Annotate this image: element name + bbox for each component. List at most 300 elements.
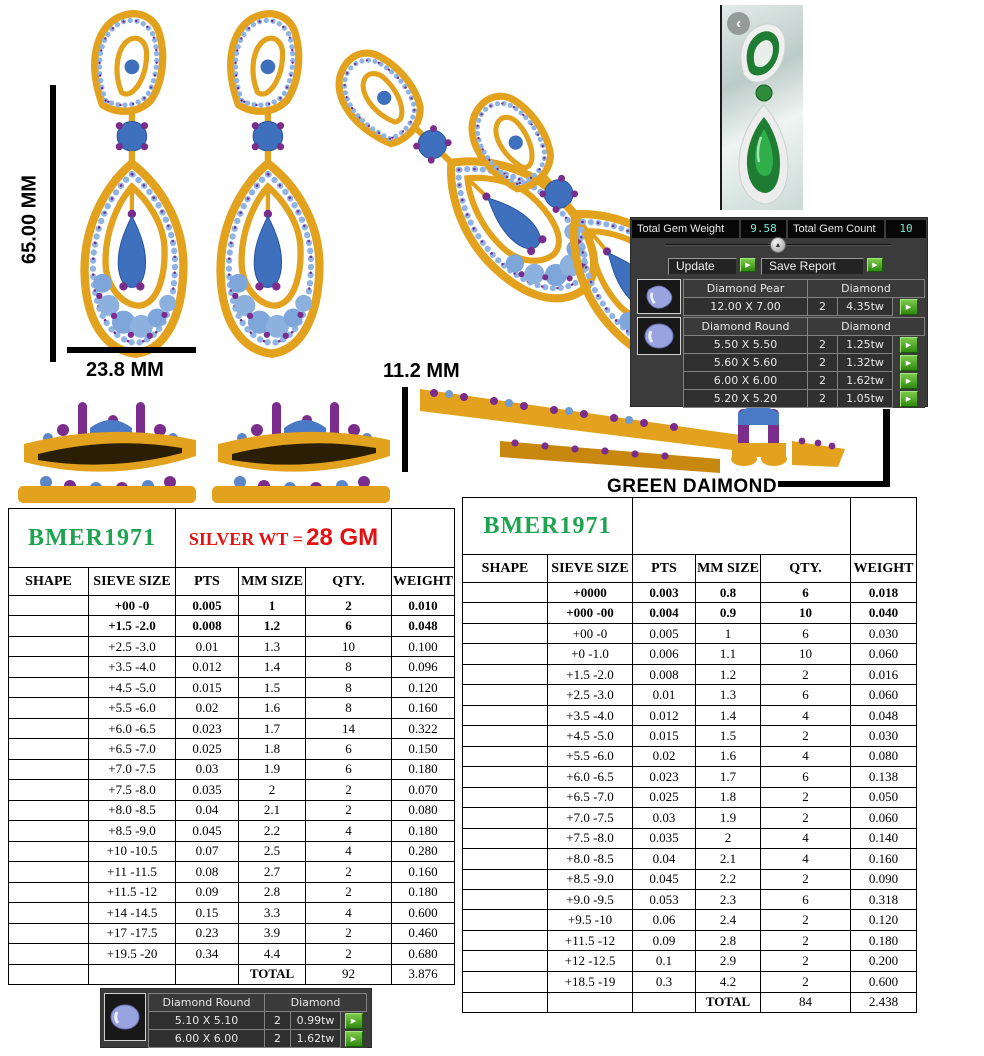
spec-cell-pts: 0.01 (633, 685, 696, 705)
spec-cell-shape (463, 644, 548, 664)
spec-cell-mm: 1.4 (696, 705, 761, 725)
spec-row (9, 821, 455, 841)
spec-cell-sieve: +7.5 -8.0 (548, 828, 633, 848)
spec-cell-weight: 0.600 (851, 971, 917, 992)
spec-cell-sieve: +000 -00 (548, 603, 633, 623)
spec-row (463, 849, 917, 869)
spec-cell-pts: 0.06 (633, 910, 696, 930)
spec-cell-shape (463, 664, 548, 684)
spec-cell-weight: 0.090 (851, 869, 917, 889)
spec-cell-weight: 0.030 (851, 726, 917, 746)
row-arrow-button[interactable]: ▶ (900, 355, 918, 371)
spec-cell-sieve: +0 -1.0 (548, 644, 633, 664)
spec-cell-pts: 0.045 (633, 869, 696, 889)
col-header-weight: WEIGHT (851, 555, 917, 583)
col-header-shape: SHAPE (9, 568, 89, 596)
spec-cell-mm: 1.4 (239, 657, 306, 677)
spec-row (9, 616, 455, 636)
spec-cell-weight: 0.040 (851, 603, 917, 623)
spec-cell-mm: 1.5 (239, 677, 306, 697)
spec-cell-weight: 0.048 (392, 616, 455, 636)
spec-row (463, 664, 917, 684)
spec-header-row (463, 555, 917, 583)
row-arrow-button[interactable]: ▶ (900, 391, 918, 407)
spec-cell-shape (463, 930, 548, 950)
spec-cell-qty: 2 (306, 800, 392, 820)
gem-qty: 2 (265, 1030, 291, 1048)
spec-row (463, 971, 917, 992)
spec-row (463, 644, 917, 664)
spec-cell-mm: 2.7 (239, 862, 306, 882)
spec-cell-mm: 1.3 (239, 636, 306, 656)
spec-cell-pts: 0.025 (176, 739, 239, 759)
spec-cell-mm: 2.2 (239, 821, 306, 841)
col-header-pts: PTS (176, 568, 239, 596)
spec-row (9, 841, 455, 861)
spec-cell-mm: 2.5 (239, 841, 306, 861)
spec-total-row (9, 964, 455, 984)
gem-group-header (684, 318, 925, 336)
total-weight: 3.876 (392, 964, 455, 984)
spec-cell-pts: 0.004 (633, 603, 696, 623)
spec-cell-shape (9, 841, 89, 861)
spec-cell-weight: 0.160 (851, 849, 917, 869)
spec-cell-sieve: +1.5 -2.0 (548, 664, 633, 684)
spec-row (9, 862, 455, 882)
spec-cell-weight: 0.180 (392, 821, 455, 841)
gem-qty: 2 (808, 390, 838, 408)
round-gem-icon (104, 993, 146, 1041)
spec-cell-sieve: +17 -17.5 (89, 923, 176, 943)
spec-cell-shape (9, 718, 89, 738)
gem-row-action-cell (893, 298, 925, 316)
spec-cell-pts: 0.015 (633, 726, 696, 746)
spec-cell-sieve: +11.5 -12 (89, 882, 176, 902)
gem-row (684, 354, 925, 372)
row-arrow-button[interactable]: ▶ (900, 337, 918, 353)
spec-cell-qty: 6 (761, 685, 851, 705)
spec-cell-qty: 2 (761, 930, 851, 950)
spec-cell-mm: 4.4 (239, 943, 306, 964)
spec-row (463, 910, 917, 930)
spec-row (463, 746, 917, 766)
gem-row (149, 1030, 367, 1048)
spec-cell-sieve: +0000 (548, 582, 633, 602)
spec-cell-mm: 1.3 (696, 685, 761, 705)
spec-row (463, 828, 917, 848)
spec-cell-shape (9, 677, 89, 697)
spec-cell-shape (463, 849, 548, 869)
chevron-left-icon: ‹ (736, 15, 741, 32)
spec-row (9, 718, 455, 738)
gem-group-header (149, 994, 367, 1012)
gem-weight: 1.05tw (838, 390, 893, 408)
spec-cell-weight: 0.160 (392, 698, 455, 718)
spec-cell-sieve: +2.5 -3.0 (89, 636, 176, 656)
spec-cell-sieve: +5.5 -6.0 (89, 698, 176, 718)
spec-cell-qty: 2 (761, 910, 851, 930)
spec-title-row (463, 498, 917, 555)
side-view-right-render (212, 398, 397, 503)
spec-cell-shape (463, 787, 548, 807)
spec-cell-shape (9, 903, 89, 923)
spec-cell-pts: 0.02 (633, 746, 696, 766)
gold-spec-table (462, 497, 917, 1013)
update-button[interactable]: Update (668, 258, 737, 275)
spec-cell-sieve: +8.5 -9.0 (548, 869, 633, 889)
spec-cell-shape (463, 767, 548, 787)
spec-cell-weight: 0.100 (392, 636, 455, 656)
spec-cell-pts: 0.03 (633, 808, 696, 828)
callout-line-vertical (883, 409, 890, 487)
silver-weight-label: SILVER WT = (188, 529, 303, 550)
gem-weight: 1.32tw (838, 354, 893, 372)
spec-cell-weight: 0.048 (851, 705, 917, 725)
save-report-button[interactable]: Save Report (761, 258, 864, 275)
gem-group-header (684, 280, 925, 298)
spec-cell-mm: 1.6 (239, 698, 306, 718)
spec-cell-shape (463, 808, 548, 828)
spec-cell-mm: 0.8 (696, 582, 761, 602)
triangle-up-icon: ▲ (774, 241, 782, 249)
spec-cell-sieve: +3.5 -4.0 (89, 657, 176, 677)
spec-cell-qty: 6 (306, 616, 392, 636)
spec-cell-weight: 0.018 (851, 582, 917, 602)
height-dimension-line (50, 85, 56, 362)
spec-cell-qty: 10 (306, 636, 392, 656)
spec-row (9, 903, 455, 923)
depth-dimension-label: 11.2 MM (383, 360, 460, 382)
spec-cell-sieve: +10 -10.5 (89, 841, 176, 861)
earring-front-left-render (70, 8, 198, 360)
gem-group-name: Diamond Round (684, 318, 808, 336)
spec-row (9, 596, 455, 616)
spec-row (463, 623, 917, 643)
spec-cell-qty: 4 (306, 821, 392, 841)
gem-group-name: Diamond Round (149, 994, 265, 1012)
spec-cell-mm: 1.6 (696, 746, 761, 766)
spec-cell-pts: 0.005 (176, 596, 239, 616)
spec-cell-shape (9, 821, 89, 841)
spec-cell-qty: 6 (306, 739, 392, 759)
width-dimension-label: 23.8 MM (86, 359, 164, 381)
spec-cell-pts: 0.003 (633, 582, 696, 602)
spec-row (463, 930, 917, 950)
spec-cell-weight: 0.050 (851, 787, 917, 807)
design-code: BMER1971 (463, 498, 633, 555)
silver-weight (176, 509, 392, 568)
spec-cell-sieve: +6.0 -6.5 (89, 718, 176, 738)
spec-cell-pts: 0.1 (633, 951, 696, 971)
spec-cell-mm: 1 (696, 623, 761, 643)
gem-size: 6.00 X 6.00 (684, 372, 808, 390)
spec-cell-mm: 2.1 (239, 800, 306, 820)
spec-cell-pts: 0.3 (633, 971, 696, 992)
spec-cell-qty: 2 (306, 780, 392, 800)
spec-cell-pts: 0.34 (176, 943, 239, 964)
spec-row (9, 677, 455, 697)
spec-row (9, 657, 455, 677)
spec-cell-shape (463, 582, 548, 602)
spec-total-row (463, 992, 917, 1013)
spec-cell-qty: 2 (761, 808, 851, 828)
spec-cell-pts: 0.04 (633, 849, 696, 869)
spec-row (9, 923, 455, 943)
spec-cell-sieve: +7.0 -7.5 (548, 808, 633, 828)
spec-cell-qty: 6 (761, 767, 851, 787)
spec-cell-pts: 0.07 (176, 841, 239, 861)
spec-cell-mm: 1.2 (239, 616, 306, 636)
spec-row (463, 582, 917, 602)
spec-cell-mm: 1.5 (696, 726, 761, 746)
spec-cell-shape (9, 943, 89, 964)
gem-size: 5.20 X 5.20 (684, 390, 808, 408)
spec-row (463, 767, 917, 787)
spec-cell-weight: 0.060 (851, 808, 917, 828)
col-header-pts: PTS (633, 555, 696, 583)
diamond-pear-table (683, 279, 925, 316)
spec-cell-shape (463, 828, 548, 848)
gem-qty: 2 (808, 336, 838, 354)
spec-cell-shape (463, 890, 548, 910)
spec-cell-sieve: +11.5 -12 (548, 930, 633, 950)
spec-cell-pts: 0.053 (633, 890, 696, 910)
spec-cell-qty: 2 (306, 943, 392, 964)
spec-cell-weight: 0.680 (392, 943, 455, 964)
spec-cell-shape (463, 910, 548, 930)
spec-cell-mm: 2.9 (696, 951, 761, 971)
spec-cell-shape (9, 698, 89, 718)
spec-cell-qty: 2 (761, 951, 851, 971)
spec-cell-qty: 10 (761, 644, 851, 664)
spec-cell-qty: 6 (761, 623, 851, 643)
spec-cell-mm: 1.2 (696, 664, 761, 684)
silver-spec-table (8, 508, 455, 985)
row-arrow-button[interactable]: ▶ (900, 373, 918, 389)
diamond-round-table (683, 317, 925, 408)
callout-line-horizontal (778, 481, 890, 487)
side-view-left-render (18, 398, 203, 503)
spec-cell-weight: 0.070 (392, 780, 455, 800)
reference-photo (720, 5, 803, 210)
depth-dimension-line (402, 387, 408, 472)
slider-handle[interactable] (770, 237, 786, 253)
gem-group-material: Diamond (265, 994, 367, 1012)
total-gem-weight-label: Total Gem Weight (632, 220, 739, 238)
spec-cell-weight: 0.138 (851, 767, 917, 787)
gem-row-action-cell (341, 1030, 367, 1048)
col-header-weight: WEIGHT (392, 568, 455, 596)
spec-cell-sieve: +12 -12.5 (548, 951, 633, 971)
spec-cell-shape (9, 882, 89, 902)
spec-cell-sieve: +6.0 -6.5 (548, 767, 633, 787)
spec-cell-mm: 1.7 (239, 718, 306, 738)
spec-cell-shape (9, 596, 89, 616)
gem-qty: 2 (808, 298, 838, 316)
spec-cell-qty: 8 (306, 657, 392, 677)
spec-cell-sieve: +14 -14.5 (89, 903, 176, 923)
spec-cell-pts: 0.025 (633, 787, 696, 807)
spec-cell-mm: 2.2 (696, 869, 761, 889)
spec-cell-shape (463, 623, 548, 643)
spec-cell-shape (9, 759, 89, 779)
row-arrow-button[interactable]: ▶ (900, 299, 918, 315)
spec-cell-weight: 0.080 (851, 746, 917, 766)
total-gem-count-label: Total Gem Count (788, 220, 884, 238)
spec-cell-weight: 0.016 (851, 664, 917, 684)
spec-cell-weight: 0.600 (392, 903, 455, 923)
back-button[interactable] (727, 12, 750, 35)
spec-cell-sieve: +5.5 -6.0 (548, 746, 633, 766)
green-diamond-label: GREEN DAIMOND (607, 476, 778, 497)
spec-cell-qty: 8 (306, 698, 392, 718)
spec-cell-qty: 4 (761, 746, 851, 766)
spec-cell-sieve: +2.5 -3.0 (548, 685, 633, 705)
spec-cell-weight: 0.318 (851, 890, 917, 910)
gem-weight: 1.62tw (291, 1030, 341, 1048)
spec-cell-weight: 0.010 (392, 596, 455, 616)
pear-gem-icon (637, 279, 681, 314)
spec-cell-weight: 0.080 (392, 800, 455, 820)
spec-cell-pts: 0.005 (633, 623, 696, 643)
gem-group-material: Diamond (808, 280, 925, 298)
spec-cell-shape (9, 657, 89, 677)
spec-cell-mm: 3.3 (239, 903, 306, 923)
col-header-mm-size: MM SIZE (696, 555, 761, 583)
spec-cell-sieve: +4.5 -5.0 (548, 726, 633, 746)
gem-row (684, 390, 925, 408)
spec-cell-sieve: +19.5 -20 (89, 943, 176, 964)
spec-cell-qty: 4 (306, 903, 392, 923)
spec-cell-sieve: +8.5 -9.0 (89, 821, 176, 841)
bottom-gem-panel (100, 988, 372, 1048)
spec-row (463, 705, 917, 725)
spec-cell-qty: 6 (761, 890, 851, 910)
spec-cell-pts: 0.03 (176, 759, 239, 779)
col-header-sieve-size: SIEVE SIZE (548, 555, 633, 583)
spec-cell-pts: 0.08 (176, 862, 239, 882)
spec-cell-sieve: +1.5 -2.0 (89, 616, 176, 636)
spec-cell-shape (463, 951, 548, 971)
spec-cell-sieve: +11 -11.5 (89, 862, 176, 882)
update-arrow-button[interactable]: ▶ (740, 258, 756, 272)
spec-cell-mm: 1.8 (696, 787, 761, 807)
spec-cell-sieve: +6.5 -7.0 (548, 787, 633, 807)
total-weight: 2.438 (851, 992, 917, 1013)
spec-cell-pts: 0.015 (176, 677, 239, 697)
gem-row (684, 298, 925, 316)
spec-title-empty-cell (851, 498, 917, 555)
bottom-diamond-round-table (148, 993, 367, 1048)
gem-size: 5.50 X 5.50 (684, 336, 808, 354)
spec-cell-pts: 0.09 (176, 882, 239, 902)
gem-weight: 0.99tw (291, 1012, 341, 1030)
spec-cell-qty: 14 (306, 718, 392, 738)
spec-cell-mm: 1.7 (696, 767, 761, 787)
spec-cell-pts: 0.035 (633, 828, 696, 848)
spec-cell-pts: 0.15 (176, 903, 239, 923)
spec-cell-shape (463, 869, 548, 889)
spec-cell-weight: 0.180 (392, 882, 455, 902)
spec-row (9, 800, 455, 820)
total-gem-weight-value: 9.58 (741, 220, 786, 238)
spec-cell-pts: 0.02 (176, 698, 239, 718)
spec-cell-sieve: +9.5 -10 (548, 910, 633, 930)
spec-cell-mm: 2 (696, 828, 761, 848)
spec-cell-mm: 1.1 (696, 644, 761, 664)
spec-cell-mm: 2.3 (696, 890, 761, 910)
spec-row (9, 943, 455, 964)
spec-cell-qty: 2 (761, 726, 851, 746)
save-report-arrow-button[interactable]: ▶ (867, 258, 883, 272)
col-header-qty: QTY. (306, 568, 392, 596)
spec-row (9, 759, 455, 779)
design-code: BMER1971 (9, 509, 176, 568)
spec-cell-mm: 2.8 (239, 882, 306, 902)
spec-cell-pts: 0.01 (176, 636, 239, 656)
spec-cell-weight: 0.140 (851, 828, 917, 848)
spec-cell-qty: 8 (306, 677, 392, 697)
spec-cell-sieve: +7.5 -8.0 (89, 780, 176, 800)
spec-cell-pts: 0.023 (633, 767, 696, 787)
spec-row (463, 603, 917, 623)
spec-cell-weight: 0.150 (392, 739, 455, 759)
gem-size: 12.00 X 7.00 (684, 298, 808, 316)
gem-weight: 4.35tw (838, 298, 893, 316)
spec-cell-sieve: +18.5 -19 (548, 971, 633, 992)
row-arrow-button[interactable]: ▶ (345, 1031, 363, 1047)
spec-cell-qty: 2 (761, 664, 851, 684)
width-dimension-line (67, 347, 196, 353)
spec-cell-shape (463, 603, 548, 623)
spec-cell-pts: 0.023 (176, 718, 239, 738)
spec-cell-weight: 0.280 (392, 841, 455, 861)
gem-summary-panel (630, 217, 928, 407)
spec-cell-qty: 2 (761, 971, 851, 992)
spec-cell-shape (463, 746, 548, 766)
gem-weight: 1.25tw (838, 336, 893, 354)
spec-cell-mm: 2 (239, 780, 306, 800)
spec-cell-qty: 2 (761, 787, 851, 807)
gem-row (684, 336, 925, 354)
spec-cell-sieve: +6.5 -7.0 (89, 739, 176, 759)
spec-row (9, 636, 455, 656)
spec-row (9, 882, 455, 902)
spec-cell-qty: 6 (306, 759, 392, 779)
spec-cell-qty: 2 (306, 596, 392, 616)
spec-cell-pts: 0.04 (176, 800, 239, 820)
spec-cell-qty: 2 (306, 882, 392, 902)
spec-row (463, 808, 917, 828)
spec-cell-pts: 0.23 (176, 923, 239, 943)
spec-cell-pts: 0.012 (633, 705, 696, 725)
spec-cell-weight: 0.200 (851, 951, 917, 971)
spec-cell-pts: 0.09 (633, 930, 696, 950)
spec-cell-weight: 0.460 (392, 923, 455, 943)
spec-cell-sieve: +7.0 -7.5 (89, 759, 176, 779)
gem-row-action-cell (893, 336, 925, 354)
col-header-sieve-size: SIEVE SIZE (89, 568, 176, 596)
spec-row (463, 869, 917, 889)
row-arrow-button[interactable]: ▶ (345, 1013, 363, 1029)
spec-cell-qty: 6 (761, 582, 851, 602)
spec-cell-weight: 0.030 (851, 623, 917, 643)
spec-cell-shape (9, 636, 89, 656)
spec-cell-qty: 2 (761, 869, 851, 889)
green-earring-photo-art (722, 5, 803, 210)
earring-front-right-render (206, 8, 334, 360)
spec-cell-shape (463, 685, 548, 705)
